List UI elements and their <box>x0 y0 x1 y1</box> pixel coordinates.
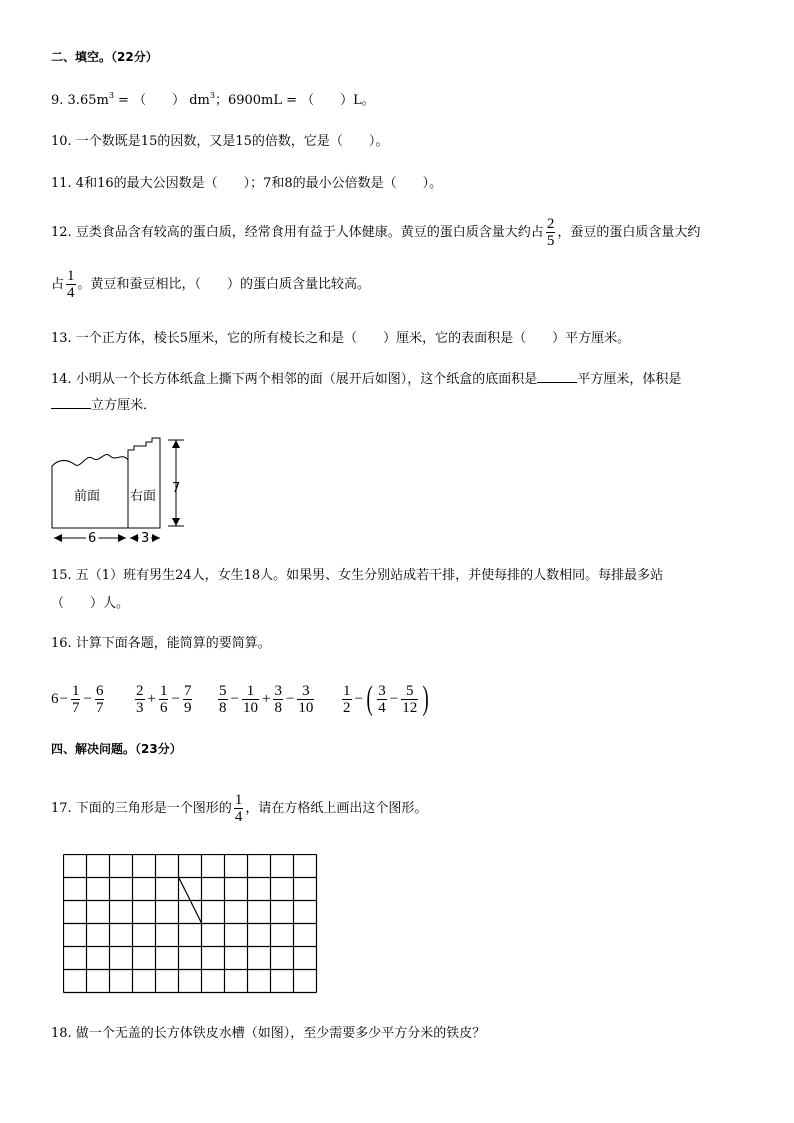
question-16: 16. 计算下面各题，能简算的要简算。 <box>51 636 271 651</box>
front-face-label: 前面 <box>74 489 101 504</box>
answer-blank[interactable] <box>537 382 577 383</box>
section-fill-heading: 二、填空。（22分） <box>51 50 158 64</box>
fraction-1-4: $\frac{1}{4}$ <box>234 792 243 825</box>
question-14-line1: 14. 小明从一个长方体纸盒上撕下两个相邻的面（展开后如图），这个纸盒的底面积是 平方厘米，体积是 <box>51 372 682 387</box>
width-label-3: 3 <box>141 531 150 546</box>
right-face-label: 右面 <box>130 489 157 504</box>
question-9: 9. $3.65m^3$ = （ ） $dm^3$；6900mL = （ ）L。 <box>51 91 375 108</box>
calc-expression-3: $\frac{5}{8}$ − $\frac{1}{10}$ + $\frac{3}{8}$ − $\frac{3}{10}$ <box>219 682 314 716</box>
box-faces-figure <box>48 432 198 548</box>
question-10: 10. 一个数既是15的因数，又是15的倍数，它是（ ）。 <box>51 134 389 149</box>
calc-expression-1: 6 − $\frac{1}{7}$ − $\frac{6}{7}$ <box>51 682 104 716</box>
question-17: 17. 下面的三角形是一个图形的 $\frac{1}{4}$ ，请在方格纸上画出这个图形。 <box>51 792 428 825</box>
question-13: 13. 一个正方体，棱长5厘米，它的所有棱长之和是（ ）厘米，它的表面积是（ ）平方厘米。 <box>51 331 631 346</box>
question-15-line1: 15. 五（1）班有男生24人，女生18人。如果男、女生分别站成若干排，并使每排的人数相同。每排最多站 <box>51 568 664 583</box>
fraction-2-5: $\frac{2}{5}$ <box>546 216 555 249</box>
question-12-line2: 占 $\frac{1}{4}$ 。黄豆和蚕豆相比，（ ）的蛋白质含量比较高。 <box>51 268 371 301</box>
question-15-line2: （ ）人。 <box>51 596 130 611</box>
width-label-6: 6 <box>88 531 97 546</box>
height-label: 7 <box>172 481 181 496</box>
grid-paper[interactable] <box>63 854 319 994</box>
fraction-1-4: $\frac{1}{4}$ <box>67 268 75 301</box>
section-solve-heading: 四、解决问题。（23分） <box>51 742 182 756</box>
question-12-line1: 12. 豆类食品含有较高的蛋白质，经常食用有益于人体健康。黄豆的蛋白质含量大约占 $\frac{2}{5}$ ，蚕豆的蛋白质含量大约 <box>51 216 701 249</box>
question-11: 11. 4和16的最大公因数是（ ）；7和8的最小公倍数是（ ）。 <box>51 176 443 191</box>
calc-expression-2: $\frac{2}{3}$ + $\frac{1}{6}$ − $\frac{7}{9}$ <box>136 682 192 716</box>
question-18: 18. 做一个无盖的长方体铁皮水槽（如图），至少需要多少平方分米的铁皮？ <box>51 1026 486 1041</box>
question-14-line2: 立方厘米． <box>51 397 156 415</box>
answer-blank[interactable] <box>51 408 91 409</box>
calc-expression-4: $\frac{1}{2}$ − ( $\frac{3}{4}$ − $\frac{5}{12}$ ) <box>343 680 430 717</box>
